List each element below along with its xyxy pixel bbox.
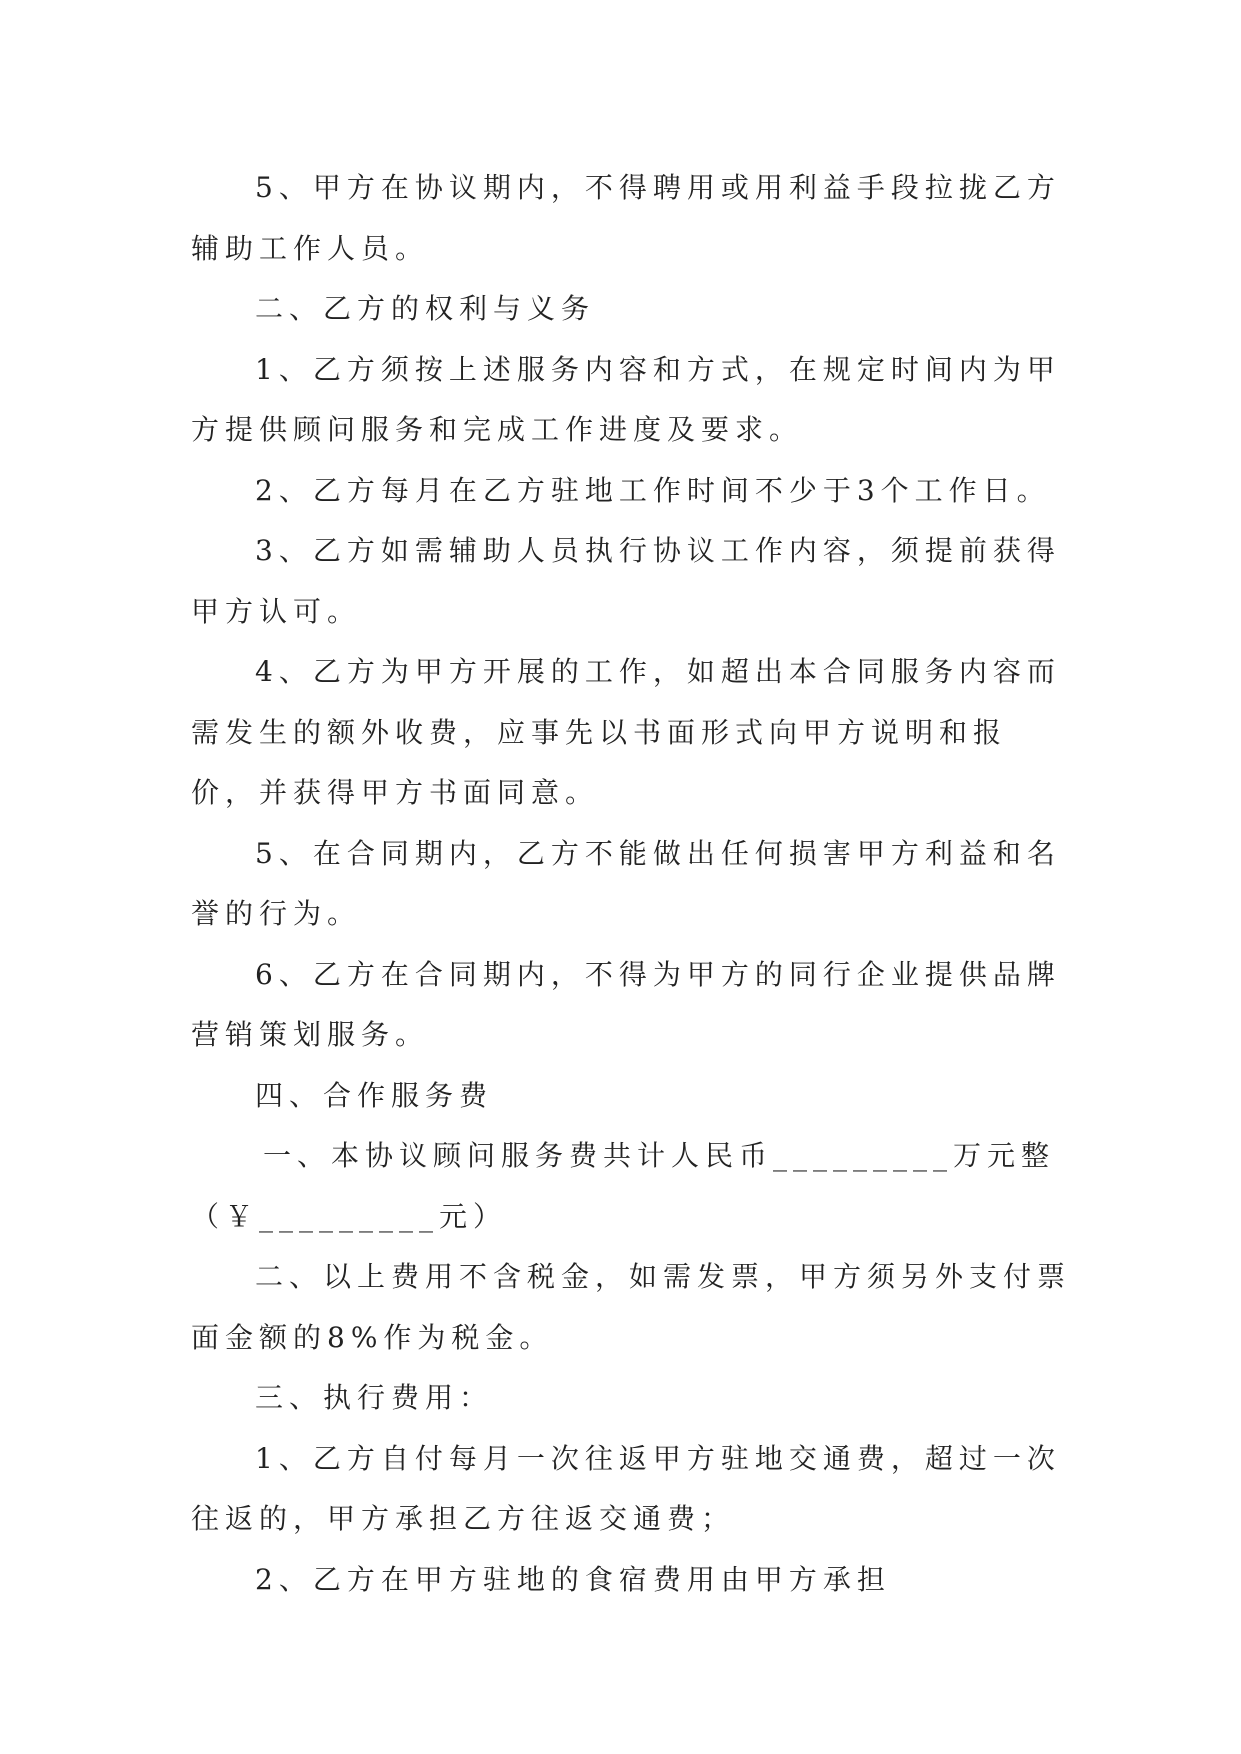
paragraph: 2、乙方在甲方驻地的食宿费用由甲方承担 xyxy=(255,1562,891,1596)
paragraph: 4、乙方为甲方开展的工作，如超出本合同服务内容而需发生的额外收费，应事先以书面形式向甲方说明和报价，并获得甲方书面同意。 xyxy=(191,655,1061,809)
paragraph: 1、乙方须按上述服务内容和方式，在规定时间内为甲方提供顾问服务和完成工作进度及要求。 xyxy=(191,352,1061,446)
paragraph: 二、以上费用不含税金，如需发票，甲方须另外支付票面金额的8%作为税金。 xyxy=(191,1260,1072,1354)
section-heading: 三、执行费用： xyxy=(255,1381,494,1414)
paragraph: 一、本协议顾问服务费共计人民币_________万元整（￥_________元） xyxy=(191,1139,1056,1233)
document-body xyxy=(191,158,1071,1610)
paragraph: 5、甲方在协议期内，不得聘用或用利益手段拉拢乙方辅助工作人员。 xyxy=(191,171,1061,265)
paragraph: 1、乙方自付每月一次往返甲方驻地交通费，超过一次往返的，甲方承担乙方往返交通费； xyxy=(191,1441,1061,1535)
paragraph: 6、乙方在合同期内，不得为甲方的同行企业提供品牌营销策划服务。 xyxy=(191,957,1061,1051)
section-heading: 四、合作服务费 xyxy=(255,1078,494,1112)
paragraph: 3、乙方如需辅助人员执行协议工作内容，须提前获得甲方认可。 xyxy=(191,534,1061,628)
paragraph: 5、在合同期内，乙方不能做出任何损害甲方利益和名誉的行为。 xyxy=(191,836,1061,930)
section-heading: 二、乙方的权利与义务 xyxy=(255,292,596,325)
paragraph: 2、乙方每月在乙方驻地工作时间不少于3个工作日。 xyxy=(255,473,1051,507)
